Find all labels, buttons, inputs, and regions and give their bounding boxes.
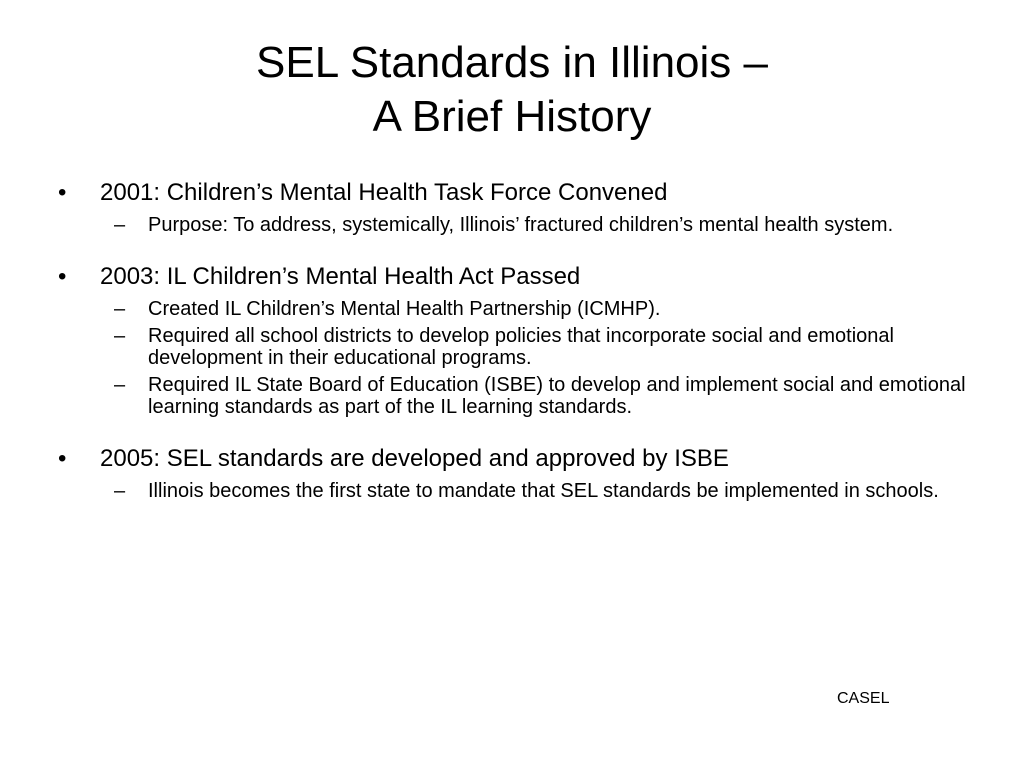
- sub-text: Purpose: To address, systemically, Illinois’ fractured children’s mental health system.: [148, 214, 894, 236]
- sub-list: [58, 214, 978, 236]
- sub-text: Illinois becomes the first state to mandate that SEL standards be implemented in schools.: [148, 480, 939, 502]
- sub-item: [58, 214, 978, 236]
- sub-text: Required all school districts to develop policies that incorporate social and emotional development in their educational programs.: [148, 325, 894, 369]
- bullet-group-2005: [58, 444, 978, 502]
- sub-item: [58, 298, 978, 320]
- bullet-marker: •: [58, 445, 67, 472]
- sub-marker: –: [114, 298, 126, 320]
- bullet-group-2003: [58, 262, 978, 418]
- title-line-1: SEL Standards in Illinois –: [256, 38, 768, 87]
- sub-list: [58, 480, 978, 502]
- bullet-text: 2001: Children’s Mental Health Task Force Convened: [100, 179, 668, 206]
- sub-marker: –: [114, 325, 126, 347]
- sub-item: [58, 325, 978, 369]
- title-line-2: A Brief History: [372, 92, 652, 141]
- sub-item: [58, 374, 978, 418]
- sub-list: [58, 298, 978, 418]
- bullet-item: [58, 262, 978, 292]
- bullet-marker: •: [58, 263, 67, 290]
- bullet-text: 2003: IL Children’s Mental Health Act Passed: [100, 263, 581, 290]
- sub-marker: –: [114, 374, 126, 396]
- footer-casel: CASEL: [837, 690, 890, 707]
- bullet-item: [58, 178, 978, 208]
- sub-marker: –: [114, 480, 126, 502]
- bullet-marker: •: [58, 179, 67, 206]
- sub-text: Created IL Children’s Mental Health Partnership (ICMHP).: [148, 298, 661, 320]
- sub-item: [58, 480, 978, 502]
- sub-text: Required IL State Board of Education (ISBE) to develop and implement social and emotional learning standards as part of the IL learning standards.: [148, 374, 966, 418]
- bullet-group-2001: [58, 178, 978, 236]
- bullet-text: 2005: SEL standards are developed and approved by ISBE: [100, 445, 729, 472]
- slide-body: [58, 178, 978, 528]
- bullet-item: [58, 444, 978, 474]
- slide-title: [0, 36, 1024, 144]
- sub-marker: –: [114, 214, 126, 236]
